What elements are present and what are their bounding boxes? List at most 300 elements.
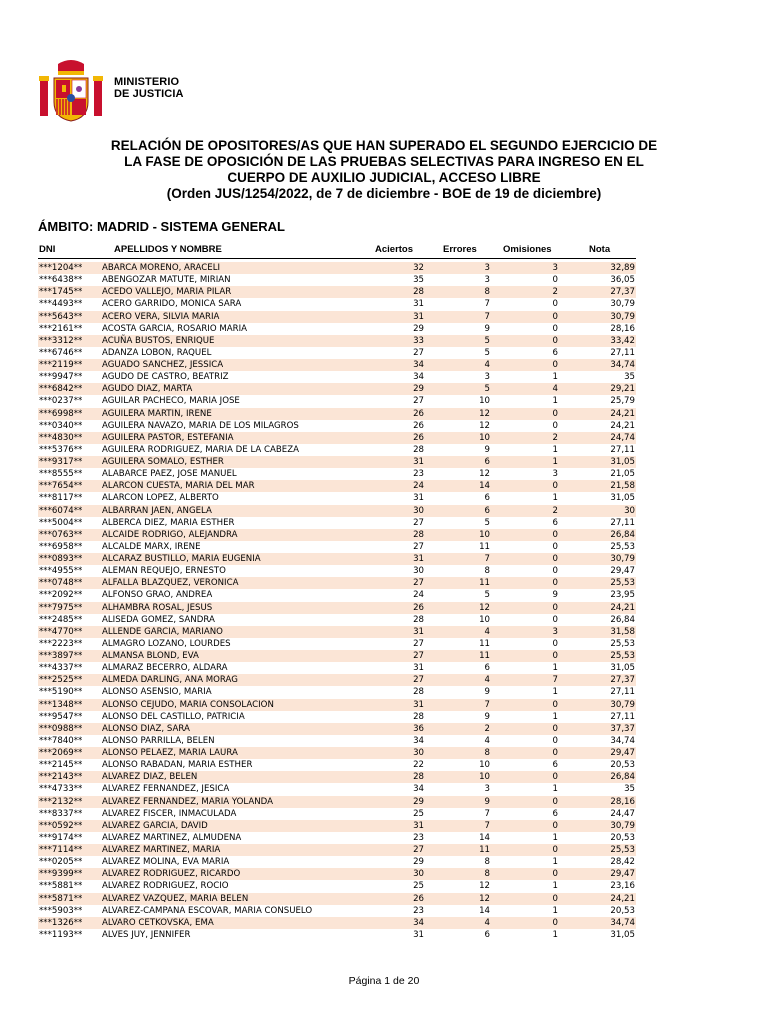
cell-omisiones: 3 — [552, 263, 558, 273]
cell-omisiones: 0 — [552, 420, 558, 431]
cell-nota: 33,42 — [610, 335, 635, 346]
cell-name: ALVAREZ MARTINEZ, MARIA — [102, 845, 221, 855]
table-row — [38, 808, 636, 820]
cell-errores: 9 — [484, 711, 490, 722]
table-row — [38, 723, 636, 735]
cell-aciertos: 27 — [413, 541, 424, 552]
cell-dni: ***6438** — [39, 275, 83, 286]
cell-aciertos: 28 — [413, 287, 424, 298]
cell-name: ALONSO PELAEZ, MARIA LAURA — [102, 748, 238, 758]
ministry-line-2: DE JUSTICIA — [114, 88, 184, 100]
cell-name: AGUILERA SOMALO, ESTHER — [102, 457, 224, 467]
cell-name: ALISEDA GOMEZ, SANDRA — [102, 614, 215, 625]
cell-name: ALBARRAN JAEN, ANGELA — [102, 505, 212, 516]
table-row — [38, 674, 636, 686]
cell-name: ALFALLA BLAZQUEZ, VERONICA — [102, 578, 239, 589]
cell-dni: ***7114** — [39, 845, 83, 855]
cell-dni: ***0748** — [39, 578, 83, 589]
cell-name: ALVAREZ RODRIGUEZ, ROCIO — [102, 881, 229, 892]
cell-nota: 31,05 — [610, 929, 635, 940]
cell-omisiones: 0 — [552, 529, 558, 540]
cell-errores: 10 — [479, 396, 490, 407]
cell-errores: 10 — [479, 772, 490, 783]
cell-nota: 25,53 — [610, 845, 635, 855]
table-row — [38, 565, 636, 577]
cell-omisiones: 0 — [552, 566, 558, 577]
cell-omisiones: 9 — [552, 590, 558, 601]
cell-errores: 12 — [479, 408, 490, 419]
cell-aciertos: 27 — [413, 845, 424, 855]
table-row — [38, 505, 636, 517]
col-aciertos: Aciertos — [375, 244, 414, 255]
cell-omisiones: 0 — [552, 735, 558, 746]
cell-nota: 27,37 — [610, 287, 635, 298]
cell-dni: ***6958** — [39, 541, 83, 552]
cell-dni: ***9947** — [39, 372, 83, 383]
cell-dni: ***4770** — [39, 626, 83, 637]
cell-errores: 9 — [484, 687, 490, 698]
cell-aciertos: 35 — [413, 275, 424, 286]
cell-aciertos: 24 — [413, 590, 424, 601]
cell-name: ALVAREZ FERNANDEZ, JESICA — [102, 784, 230, 795]
cell-dni: ***4733** — [39, 784, 83, 795]
cell-dni: ***0988** — [39, 723, 83, 734]
cell-errores: 11 — [479, 541, 490, 552]
cell-nota: 24,21 — [610, 602, 635, 613]
cell-nota: 30,79 — [610, 554, 635, 564]
cell-aciertos: 27 — [413, 638, 424, 649]
cell-dni: ***1326** — [39, 917, 83, 928]
cell-name: ALEMAN REQUEJO, ERNESTO — [102, 566, 226, 577]
table-row — [38, 456, 636, 468]
cell-name: ALVAREZ RODRIGUEZ, RICARDO — [102, 869, 241, 880]
cell-errores: 3 — [484, 784, 490, 795]
cell-omisiones: 1 — [552, 784, 558, 795]
cell-aciertos: 27 — [413, 675, 424, 686]
cell-aciertos: 33 — [413, 335, 424, 346]
cell-errores: 10 — [479, 529, 490, 540]
cell-omisiones: 3 — [552, 626, 558, 637]
ministry-logo — [38, 58, 188, 124]
cell-aciertos: 32 — [413, 263, 424, 273]
cell-errores: 4 — [484, 917, 490, 928]
cell-errores: 9 — [484, 323, 490, 334]
table-row — [38, 335, 636, 347]
table-row — [38, 553, 636, 565]
cell-dni: ***0592** — [39, 820, 83, 831]
cell-omisiones: 1 — [552, 457, 558, 467]
title-line-3: CUERPO DE AUXILIO JUDICIAL, ACCESO LIBRE — [227, 170, 541, 185]
cell-dni: ***1348** — [39, 699, 83, 710]
cell-omisiones: 1 — [552, 687, 558, 698]
cell-aciertos: 30 — [413, 505, 424, 516]
cell-name: AGUILERA NAVAZO, MARIA DE LOS MILAGROS — [102, 420, 299, 431]
cell-aciertos: 28 — [413, 444, 424, 455]
cell-aciertos: 27 — [413, 651, 424, 661]
cell-omisiones: 0 — [552, 699, 558, 710]
table-row — [38, 820, 636, 832]
table-row — [38, 699, 636, 711]
table-row — [38, 517, 636, 529]
cell-dni: ***5881** — [39, 881, 83, 892]
cell-nota: 31,58 — [610, 626, 635, 637]
cell-omisiones: 0 — [552, 275, 558, 286]
cell-dni: ***0763** — [39, 529, 83, 540]
cell-aciertos: 28 — [413, 614, 424, 625]
cell-name: ALBERCA DIEZ, MARIA ESTHER — [102, 517, 235, 528]
cell-name: AGUILERA MARTIN, IRENE — [102, 408, 212, 419]
cell-aciertos: 31 — [413, 626, 424, 637]
cell-errores: 3 — [484, 263, 490, 273]
cell-aciertos: 34 — [413, 372, 424, 383]
cell-omisiones: 4 — [552, 384, 558, 395]
cell-name: ALMEDA DARLING, ANA MORAG — [102, 675, 238, 686]
cell-nota: 27,11 — [610, 517, 635, 528]
cell-dni: ***0340** — [39, 420, 83, 431]
cell-dni: ***2143** — [39, 772, 83, 783]
cell-dni: ***0237** — [39, 396, 83, 407]
cell-errores: 8 — [484, 748, 490, 758]
cell-nota: 24,47 — [610, 808, 635, 819]
table-row — [38, 759, 636, 771]
table-row — [38, 929, 636, 941]
cell-dni: ***4337** — [39, 663, 83, 674]
cell-dni: ***3897** — [39, 651, 83, 661]
table-row — [38, 856, 636, 868]
cell-name: AGUADO SANCHEZ, JESSICA — [102, 360, 224, 370]
cell-errores: 5 — [484, 347, 490, 358]
cell-nota: 25,53 — [610, 541, 635, 552]
cell-dni: ***2223** — [39, 638, 83, 649]
cell-name: ALONSO ASENSIO, MARIA — [102, 687, 212, 698]
cell-errores: 11 — [479, 845, 490, 855]
cell-omisiones: 6 — [552, 808, 558, 819]
cell-name: ALONSO PARRILLA, BELEN — [102, 735, 215, 746]
table-row — [38, 589, 636, 601]
cell-nota: 30,79 — [610, 820, 635, 831]
cell-errores: 14 — [479, 481, 490, 492]
cell-dni: ***6842** — [39, 384, 83, 395]
cell-omisiones: 0 — [552, 541, 558, 552]
cell-name: ALVAREZ MARTINEZ, ALMUDENA — [102, 832, 242, 843]
cell-nota: 34,74 — [610, 360, 635, 370]
cell-nota: 27,11 — [610, 711, 635, 722]
cell-name: AGUILAR PACHECO, MARIA JOSE — [102, 396, 240, 407]
cell-omisiones: 2 — [552, 505, 558, 516]
table-row — [38, 735, 636, 747]
cell-aciertos: 27 — [413, 578, 424, 589]
table-header — [38, 242, 636, 259]
cell-errores: 6 — [484, 457, 490, 467]
table-row — [38, 686, 636, 698]
cell-dni: ***6746** — [39, 347, 83, 358]
col-omisiones: Omisiones — [503, 244, 552, 255]
cell-omisiones: 1 — [552, 905, 558, 916]
cell-aciertos: 22 — [413, 760, 424, 771]
ministry-name — [114, 76, 184, 100]
title-line-4: (Orden JUS/1254/2022, de 7 de diciembre - BOE de 19 de diciembre) — [166, 186, 602, 201]
cell-dni: ***6998** — [39, 408, 83, 419]
cell-aciertos: 31 — [413, 493, 424, 504]
cell-omisiones: 0 — [552, 578, 558, 589]
cell-dni: ***8337** — [39, 808, 83, 819]
table-row — [38, 893, 636, 905]
cell-nota: 36,05 — [610, 275, 635, 286]
cell-dni: ***9547** — [39, 711, 83, 722]
table-row — [38, 602, 636, 614]
table-row — [38, 917, 636, 929]
cell-dni: ***6074** — [39, 505, 83, 516]
cell-dni: ***2092** — [39, 590, 83, 601]
cell-omisiones: 0 — [552, 335, 558, 346]
cell-nota: 26,84 — [610, 614, 635, 625]
cell-name: ALCALDE MARX, IRENE — [102, 541, 201, 552]
cell-errores: 10 — [479, 432, 490, 443]
cell-dni: ***4493** — [39, 299, 83, 310]
table-row — [38, 311, 636, 323]
cell-aciertos: 28 — [413, 772, 424, 783]
cell-nota: 21,58 — [610, 481, 635, 492]
cell-aciertos: 23 — [413, 905, 424, 916]
cell-omisiones: 0 — [552, 845, 558, 855]
table-row — [38, 650, 636, 662]
cell-nota: 20,53 — [610, 760, 635, 771]
cell-aciertos: 31 — [413, 663, 424, 674]
cell-nota: 30,79 — [610, 299, 635, 310]
cell-nota: 31,05 — [610, 457, 635, 467]
cell-omisiones: 2 — [552, 287, 558, 298]
cell-errores: 11 — [479, 578, 490, 589]
cell-nota: 34,74 — [610, 735, 635, 746]
cell-name: ALVAREZ FERNANDEZ, MARIA YOLANDA — [102, 796, 274, 807]
cell-errores: 7 — [484, 299, 490, 310]
cell-dni: ***4830** — [39, 432, 83, 443]
cell-aciertos: 34 — [413, 735, 424, 746]
cell-aciertos: 31 — [413, 699, 424, 710]
cell-aciertos: 28 — [413, 711, 424, 722]
table-row — [38, 711, 636, 723]
cell-errores: 5 — [484, 335, 490, 346]
cell-nota: 32,89 — [610, 263, 635, 273]
cell-omisiones: 0 — [552, 311, 558, 322]
cell-errores: 11 — [479, 651, 490, 661]
cell-name: ACERO VERA, SILVIA MARIA — [102, 311, 220, 322]
table-row — [38, 783, 636, 795]
cell-nota: 28,16 — [610, 323, 635, 334]
table-row — [38, 408, 636, 420]
table-row — [38, 468, 636, 480]
cell-omisiones: 6 — [552, 347, 558, 358]
cell-errores: 9 — [484, 796, 490, 807]
table-row — [38, 274, 636, 286]
cell-name: AGUDO DIAZ, MARTA — [102, 384, 193, 395]
cell-dni: ***7840** — [39, 735, 83, 746]
table-row — [38, 347, 636, 359]
cell-nota: 25,53 — [610, 578, 635, 589]
cell-omisiones: 0 — [552, 299, 558, 310]
table-row — [38, 444, 636, 456]
cell-nota: 21,05 — [610, 469, 635, 480]
cell-nota: 31,05 — [610, 493, 635, 504]
cell-errores: 6 — [484, 929, 490, 940]
cell-name: ACUÑA BUSTOS, ENRIQUE — [102, 335, 215, 346]
cell-aciertos: 26 — [413, 602, 424, 613]
cell-name: ALLENDE GARCIA, MARIANO — [102, 626, 223, 637]
cell-omisiones: 1 — [552, 929, 558, 940]
cell-aciertos: 31 — [413, 554, 424, 564]
cell-omisiones: 0 — [552, 614, 558, 625]
cell-errores: 14 — [479, 832, 490, 843]
cell-errores: 6 — [484, 493, 490, 504]
table-row — [38, 492, 636, 504]
table-row — [38, 298, 636, 310]
cell-omisiones: 2 — [552, 432, 558, 443]
cell-errores: 5 — [484, 590, 490, 601]
cell-omisiones: 0 — [552, 893, 558, 904]
cell-name: ALFONSO GRAO, ANDREA — [102, 590, 213, 601]
cell-dni: ***0205** — [39, 857, 83, 868]
cell-name: ALVAREZ MOLINA, EVA MARIA — [102, 857, 230, 868]
cell-name: ABARCA MORENO, ARACELI — [102, 263, 221, 273]
cell-omisiones: 3 — [552, 469, 558, 480]
page-number: Página 1 de 20 — [348, 975, 420, 987]
table-row — [38, 432, 636, 444]
cell-aciertos: 26 — [413, 408, 424, 419]
table-row — [38, 359, 636, 371]
cell-name: AGUILERA PASTOR, ESTEFANIA — [102, 432, 234, 443]
cell-errores: 3 — [484, 275, 490, 286]
cell-errores: 4 — [484, 360, 490, 370]
col-name: APELLIDOS Y NOMBRE — [114, 244, 222, 255]
cell-errores: 7 — [484, 820, 490, 831]
cell-nota: 24,21 — [610, 420, 635, 431]
cell-name: ALMARAZ BECERRO, ALDARA — [102, 663, 228, 674]
cell-dni: ***1204** — [39, 263, 83, 273]
cell-errores: 10 — [479, 760, 490, 771]
cell-dni: ***8117** — [39, 493, 83, 504]
cell-aciertos: 30 — [413, 566, 424, 577]
cell-name: ALVAREZ VAZQUEZ, MARIA BELEN — [102, 893, 249, 904]
cell-aciertos: 25 — [413, 808, 424, 819]
title-line-2: LA FASE DE OPOSICIÓN DE LAS PRUEBAS SELECTIVAS PARA INGRESO EN EL — [124, 154, 644, 169]
cell-omisiones: 0 — [552, 651, 558, 661]
cell-nota: 34,74 — [610, 917, 635, 928]
cell-errores: 8 — [484, 857, 490, 868]
cell-omisiones: 0 — [552, 869, 558, 880]
cell-name: ALMAGRO LOZANO, LOURDES — [102, 638, 231, 649]
cell-nota: 24,21 — [610, 893, 635, 904]
cell-aciertos: 29 — [413, 857, 424, 868]
cell-aciertos: 28 — [413, 529, 424, 540]
cell-dni: ***2132** — [39, 796, 83, 807]
table-row — [38, 796, 636, 808]
table-row — [38, 262, 636, 274]
cell-aciertos: 31 — [413, 311, 424, 322]
cell-nota: 27,11 — [610, 444, 635, 455]
cell-name: ALABARCE PAEZ, JOSE MANUEL — [102, 469, 237, 480]
table-row — [38, 541, 636, 553]
cell-nota: 24,21 — [610, 408, 635, 419]
cell-nota: 29,47 — [610, 869, 635, 880]
cell-aciertos: 23 — [413, 832, 424, 843]
title-line-1: RELACIÓN DE OPOSITORES/AS QUE HAN SUPERADO EL SEGUNDO EJERCICIO DE — [110, 138, 658, 153]
cell-omisiones: 7 — [552, 675, 558, 686]
cell-omisiones: 1 — [552, 857, 558, 868]
cell-dni: ***9399** — [39, 869, 83, 880]
cell-nota: 31,05 — [610, 663, 635, 674]
cell-name: ALHAMBRA ROSAL, JESUS — [102, 602, 213, 613]
cell-dni: ***5903** — [39, 905, 83, 916]
col-dni: DNI — [39, 244, 56, 255]
table-row — [38, 614, 636, 626]
cell-name: ABENGOZAR MATUTE, MIRIAN — [102, 275, 231, 286]
cell-aciertos: 36 — [413, 723, 424, 734]
cell-omisiones: 6 — [552, 760, 558, 771]
cell-omisiones: 1 — [552, 372, 558, 383]
cell-errores: 11 — [479, 638, 490, 649]
cell-omisiones: 0 — [552, 723, 558, 734]
table-row — [38, 420, 636, 432]
cell-aciertos: 31 — [413, 929, 424, 940]
cell-aciertos: 29 — [413, 323, 424, 334]
cell-aciertos: 34 — [413, 784, 424, 795]
table-row — [38, 626, 636, 638]
cell-aciertos: 28 — [413, 687, 424, 698]
cell-aciertos: 26 — [413, 420, 424, 431]
cell-errores: 7 — [484, 699, 490, 710]
cell-dni: ***1745** — [39, 287, 83, 298]
cell-nota: 27,11 — [610, 687, 635, 698]
cell-errores: 12 — [479, 893, 490, 904]
cell-omisiones: 0 — [552, 917, 558, 928]
cell-dni: ***8555** — [39, 469, 83, 480]
document-title — [90, 138, 678, 202]
cell-errores: 14 — [479, 905, 490, 916]
cell-name: ACOSTA GARCIA, ROSARIO MARIA — [102, 323, 248, 334]
cell-name: ALVAREZ GARCIA, DAVID — [102, 820, 208, 831]
cell-errores: 3 — [484, 372, 490, 383]
table-row — [38, 577, 636, 589]
cell-nota: 23,16 — [610, 881, 635, 892]
cell-errores: 7 — [484, 554, 490, 564]
cell-name: ACERO GARRIDO, MONICA SARA — [102, 299, 242, 310]
cell-errores: 5 — [484, 517, 490, 528]
cell-omisiones: 0 — [552, 638, 558, 649]
cell-dni: ***2145** — [39, 760, 83, 771]
cell-nota: 35 — [624, 784, 635, 795]
cell-omisiones: 1 — [552, 444, 558, 455]
cell-aciertos: 27 — [413, 517, 424, 528]
cell-omisiones: 0 — [552, 323, 558, 334]
cell-name: ADANZA LOBON, RAQUEL — [102, 347, 212, 358]
table-row — [38, 286, 636, 298]
cell-errores: 5 — [484, 384, 490, 395]
cell-nota: 24,74 — [610, 432, 635, 443]
table-row — [38, 905, 636, 917]
cell-errores: 12 — [479, 420, 490, 431]
ambito-heading: ÁMBITO: MADRID - SISTEMA GENERAL — [38, 219, 285, 234]
cell-errores: 6 — [484, 505, 490, 516]
cell-dni: ***2069** — [39, 748, 83, 758]
col-errores: Errores — [443, 244, 477, 255]
cell-nota: 20,53 — [610, 832, 635, 843]
cell-name: ALARCON LOPEZ, ALBERTO — [102, 493, 219, 504]
cell-nota: 27,11 — [610, 347, 635, 358]
cell-errores: 8 — [484, 869, 490, 880]
results-table — [38, 262, 636, 941]
cell-omisiones: 0 — [552, 360, 558, 370]
cell-aciertos: 34 — [413, 360, 424, 370]
